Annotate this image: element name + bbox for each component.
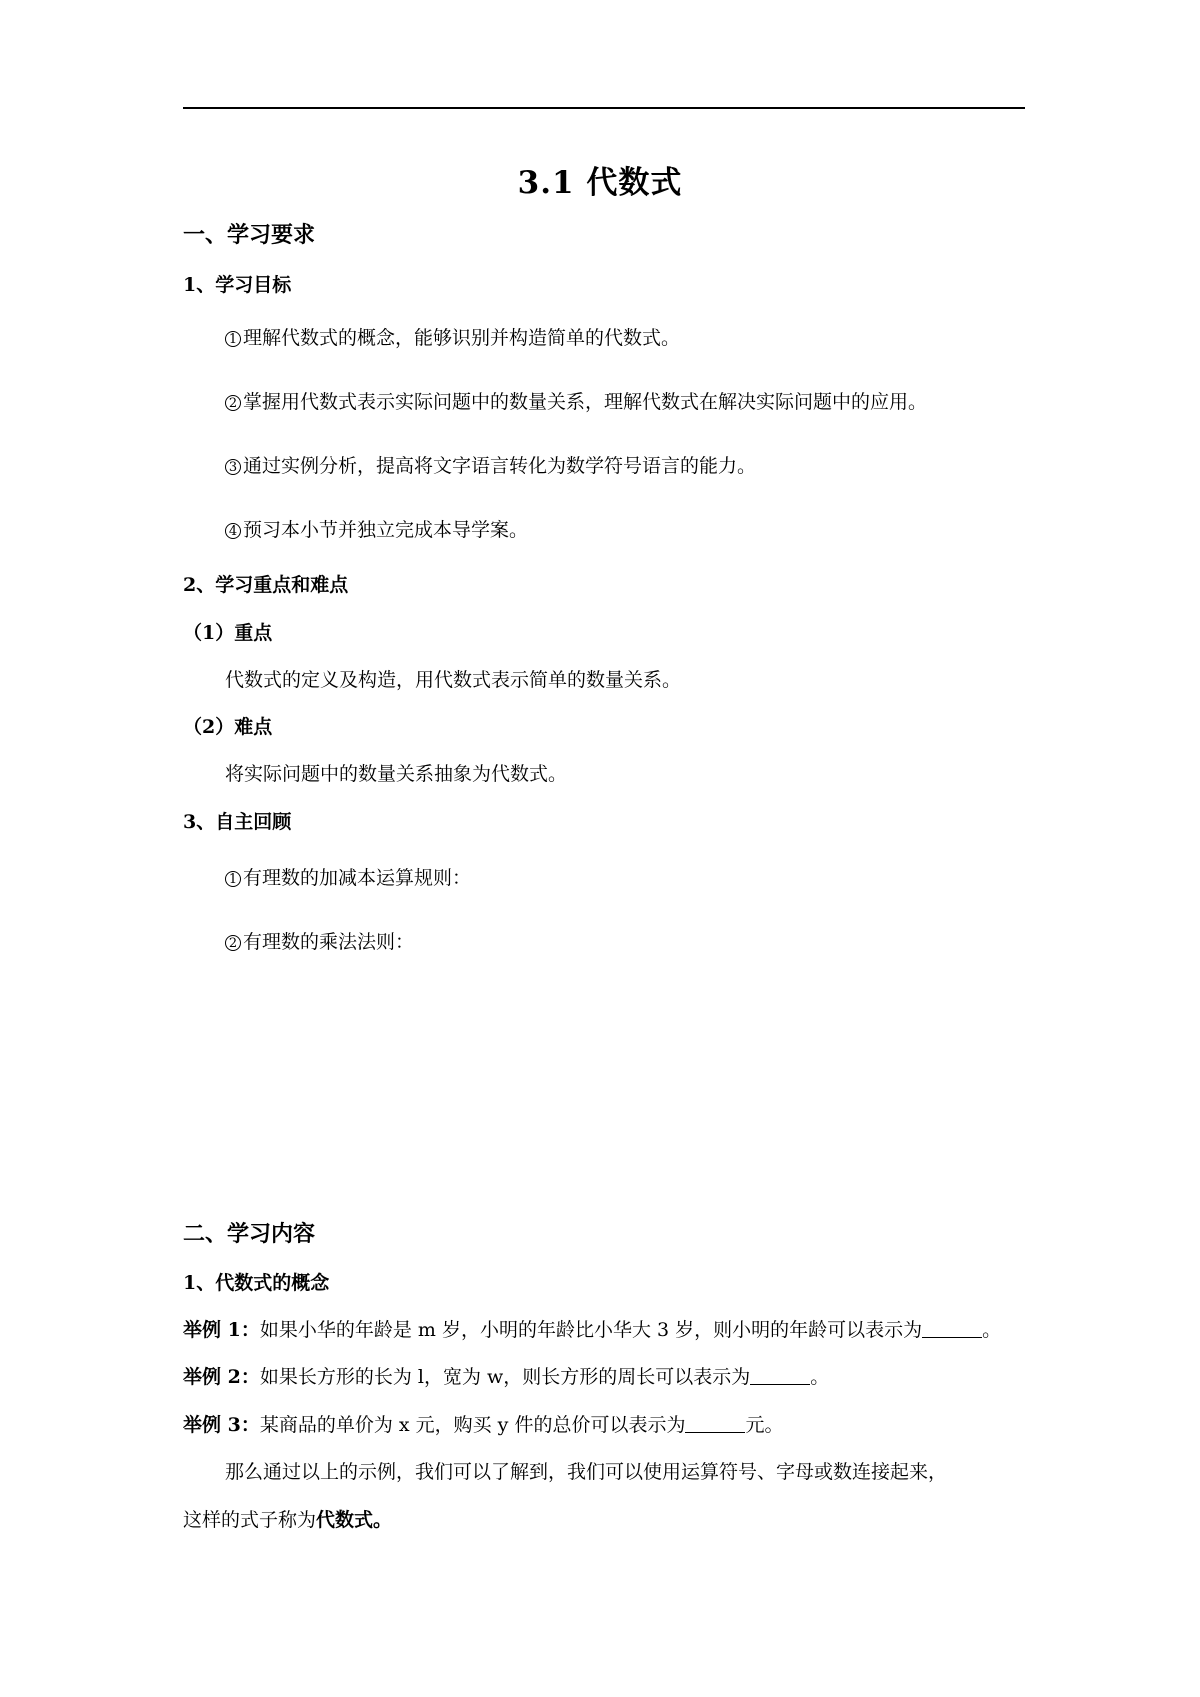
example-3: [183, 1410, 783, 1437]
example-text: 如果长方形的长为 l，宽为 w，则长方形的周长可以表示为: [259, 1366, 751, 1388]
summary-line-2: [183, 1505, 392, 1532]
example-label: 举例 2：: [183, 1366, 260, 1388]
example-2: [183, 1362, 829, 1389]
answer-blank[interactable]: [750, 1366, 810, 1385]
goal-item-2: [225, 387, 927, 414]
subheading-keypoints: 2、学习重点和难点: [183, 574, 349, 596]
difficulty-text: 将实际问题中的数量关系抽象为代数式。: [225, 763, 568, 785]
answer-blank[interactable]: [685, 1414, 745, 1433]
example-1: [183, 1315, 1001, 1342]
review-text: 有理数的乘法法则：: [243, 931, 415, 953]
summary-line-1: 那么通过以上的示例，我们可以了解到，我们可以使用运算符号、字母或数连接起来，: [225, 1461, 948, 1483]
review-item-1: [225, 863, 471, 890]
header-rule: [183, 107, 1025, 109]
goal-item-1: [225, 323, 680, 350]
example-tail: 。: [982, 1319, 1002, 1341]
page-title: 3.1 代数式: [517, 165, 683, 201]
review-item-2: [225, 927, 414, 954]
circled-number: 2: [225, 935, 241, 951]
summary-prefix: 这样的式子称为: [183, 1509, 317, 1531]
circled-number: 3: [225, 459, 241, 475]
subheading-goals: 1、学习目标: [183, 274, 292, 296]
example-text: 如果小华的年龄是 m 岁，小明的年龄比小华大 3 岁，则小明的年龄可以表示为: [259, 1319, 923, 1341]
focus-heading: （1）重点: [183, 622, 273, 644]
circled-number: 2: [225, 395, 241, 411]
example-tail: 元。: [745, 1414, 784, 1436]
circled-number: 1: [225, 871, 241, 887]
difficulty-heading: （2）难点: [183, 716, 273, 738]
subheading-review: 3、自主回顾: [183, 811, 292, 833]
subheading-concept: 1、代数式的概念: [183, 1272, 330, 1294]
review-text: 有理数的加减本运算规则：: [243, 867, 472, 889]
section-heading-content: 二、学习内容: [183, 1221, 316, 1247]
goal-text: 通过实例分析，提高将文字语言转化为数学符号语言的能力。: [243, 455, 757, 477]
section-heading-requirements: 一、学习要求: [183, 222, 316, 248]
example-label: 举例 3：: [183, 1414, 260, 1436]
example-text: 某商品的单价为 x 元，购买 y 件的总价可以表示为: [259, 1414, 686, 1436]
circled-number: 1: [225, 331, 241, 347]
circled-number: 4: [225, 523, 241, 539]
example-tail: 。: [810, 1366, 830, 1388]
answer-blank[interactable]: [922, 1319, 982, 1338]
goal-text: 预习本小节并独立完成本导学案。: [243, 519, 529, 541]
summary-end: 。: [373, 1509, 393, 1531]
goal-text: 理解代数式的概念，能够识别并构造简单的代数式。: [243, 327, 681, 349]
goal-text: 掌握用代数式表示实际问题中的数量关系，理解代数式在解决实际问题中的应用。: [243, 391, 928, 413]
goal-item-4: [225, 515, 528, 542]
goal-item-3: [225, 451, 756, 478]
focus-text: 代数式的定义及构造，用代数式表示简单的数量关系。: [225, 669, 682, 691]
example-label: 举例 1：: [183, 1319, 260, 1341]
summary-term: 代数式: [316, 1509, 374, 1531]
